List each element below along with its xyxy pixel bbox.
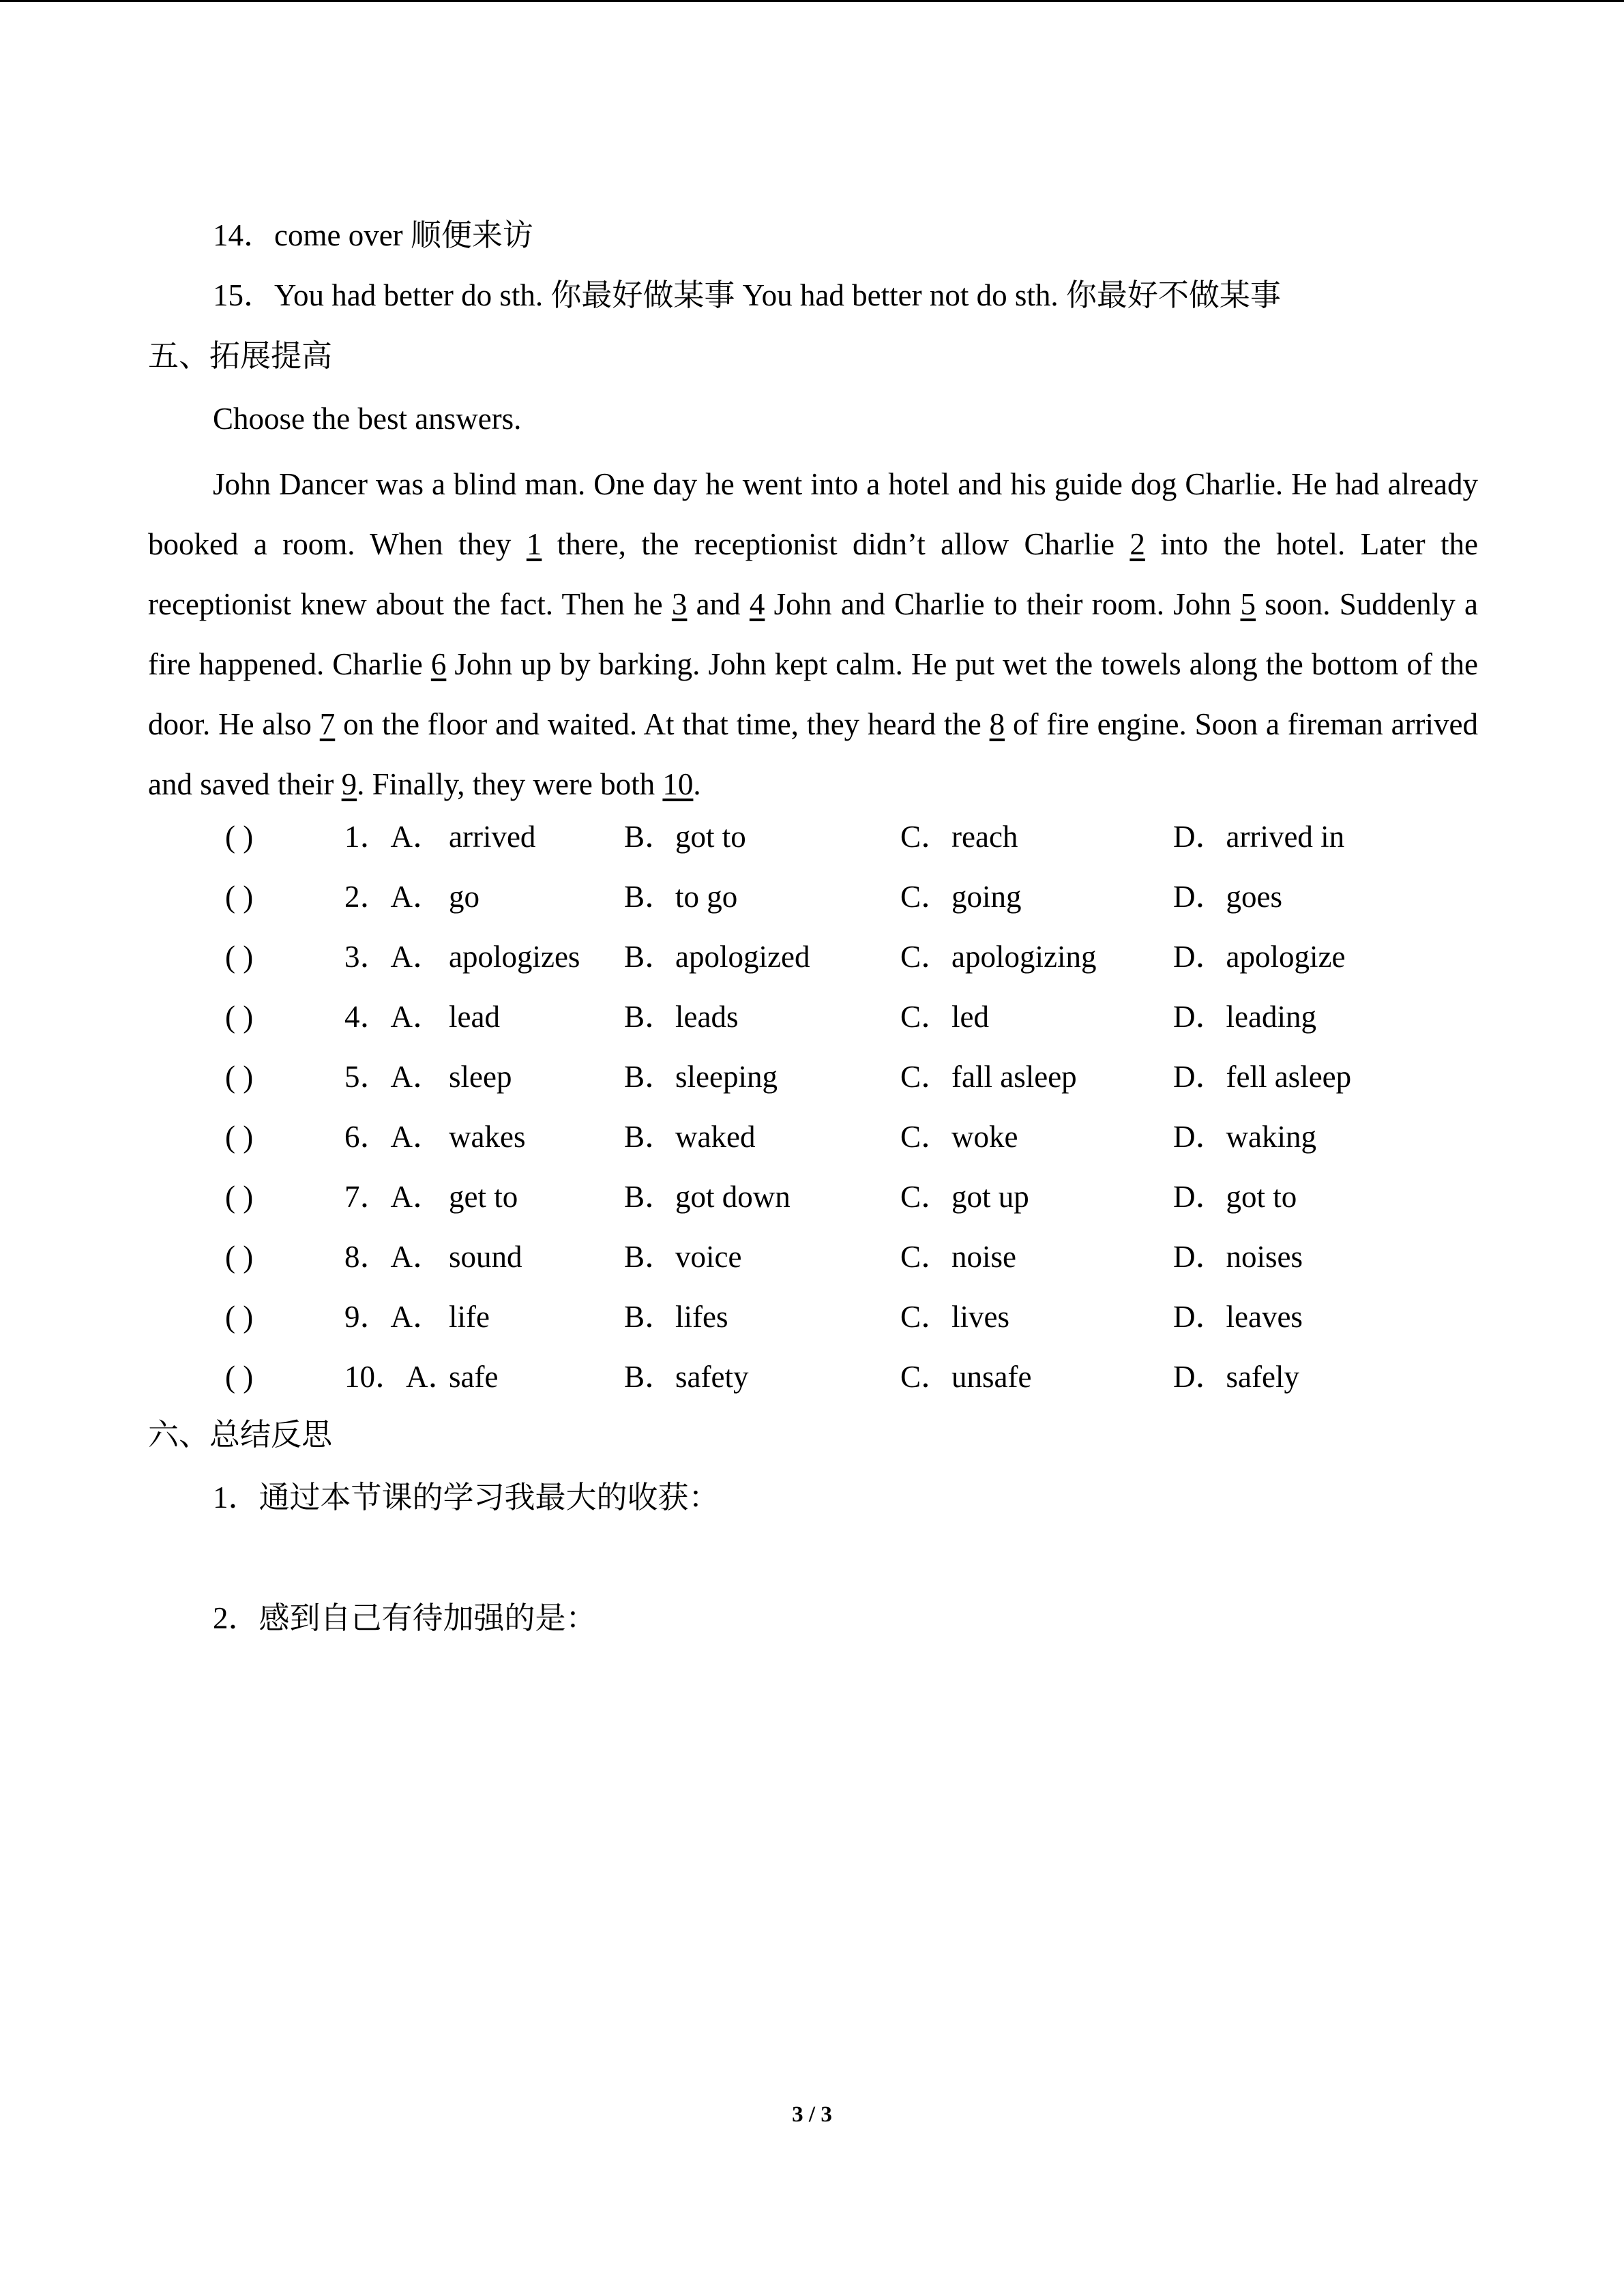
answer-parentheses: ( ): [225, 880, 254, 914]
question-number: 3．A．: [344, 940, 443, 974]
option-d: D．leaves: [1173, 1300, 1303, 1334]
option-b: B．waked: [624, 1120, 756, 1154]
blank-6: 6: [430, 647, 447, 681]
option-a: safe: [449, 1360, 499, 1394]
question-number: 2．A．: [344, 880, 443, 914]
option-c: C．going: [900, 880, 1022, 914]
note-14: 14．come over 顺便来访: [213, 218, 533, 252]
reflection-item-2: 2．感到自己有待加强的是：: [213, 1601, 597, 1635]
option-c: C．led: [900, 1000, 989, 1034]
answer-parentheses: ( ): [225, 1120, 254, 1154]
option-d: D．arrived in: [1173, 820, 1345, 854]
option-d: D．waking: [1173, 1120, 1316, 1154]
option-b: B．apologized: [624, 940, 810, 974]
blank-4: 4: [749, 587, 765, 621]
option-c: C．unsafe: [900, 1360, 1032, 1394]
note-15: 15．You had better do sth. 你最好做某事 You had better not do sth. 你最好不做某事: [213, 278, 1281, 312]
option-b: B．to go: [624, 880, 738, 914]
blank-3: 3: [671, 587, 688, 621]
blank-7: 7: [319, 707, 336, 741]
option-c: C．apologizing: [900, 940, 1097, 974]
blank-1: 1: [526, 527, 542, 561]
question-number: 8．A．: [344, 1240, 443, 1274]
cloze-passage: John Dancer was a blind man. One day he went into a hotel and his guide dog Charlie. He had already booked a room. When they 1 there, the receptionist didn’t allow Charlie 2 into the hotel. Later the receptionist knew about the fact. Then he 3 and 4 John and Charlie to their room. John 5 soon. Suddenly a fire happened. Charlie 6 John up by barking. John kept calm. He put wet the towels along the bottom of the door. He also 7 on the floor and waited. At that time, they heard the 8 of fire engine. Soon a fireman arrived and saved their 9. Finally, they were both 10.: [148, 467, 1478, 801]
blank-9: 9: [341, 767, 357, 801]
page-number: 3 / 3: [792, 2102, 832, 2127]
option-b: B．got to: [624, 820, 746, 854]
top-border: [0, 0, 1624, 2]
question-number: 4．A．: [344, 1000, 443, 1034]
option-a: lead: [449, 1000, 500, 1034]
option-d: D．leading: [1173, 1000, 1316, 1034]
option-b: B．leads: [624, 1000, 739, 1034]
option-d: D．noises: [1173, 1240, 1303, 1274]
option-a: life: [449, 1300, 490, 1334]
question-number: 1．A．: [344, 820, 443, 854]
option-b: B．sleeping: [624, 1060, 778, 1094]
section6-heading: 六、总结反思: [148, 1418, 333, 1452]
option-a: go: [449, 880, 479, 914]
option-c: C．reach: [900, 820, 1018, 854]
section5-instruction: Choose the best answers.: [213, 402, 522, 436]
option-b: B．got down: [624, 1180, 791, 1214]
option-a: apologizes: [449, 940, 580, 974]
question-number: 5．A．: [344, 1060, 443, 1094]
question-number: 10．A．: [344, 1360, 459, 1394]
question-number: 7．A．: [344, 1180, 443, 1214]
question-number: 9．A．: [344, 1300, 443, 1334]
option-c: C．noise: [900, 1240, 1017, 1274]
option-c: C．lives: [900, 1300, 1010, 1334]
answer-parentheses: ( ): [225, 1000, 254, 1034]
blank-8: 8: [989, 707, 1005, 741]
blank-2: 2: [1130, 527, 1145, 561]
option-a: sleep: [449, 1060, 512, 1094]
option-d: D．fell asleep: [1173, 1060, 1352, 1094]
option-b: B．safety: [624, 1360, 749, 1394]
blank-5: 5: [1240, 587, 1256, 621]
section5-heading: 五、拓展提高: [148, 339, 333, 373]
option-c: C．woke: [900, 1120, 1018, 1154]
option-d: D．got to: [1173, 1180, 1297, 1214]
option-d: D．apologize: [1173, 940, 1346, 974]
option-a: arrived: [449, 820, 536, 854]
option-a: wakes: [449, 1120, 526, 1154]
answer-parentheses: ( ): [225, 1240, 254, 1274]
answer-parentheses: ( ): [225, 1360, 254, 1394]
option-a: sound: [449, 1240, 522, 1274]
option-d: D．goes: [1173, 880, 1282, 914]
answer-parentheses: ( ): [225, 1180, 254, 1214]
blank-10: 10: [662, 767, 694, 801]
question-number: 6．A．: [344, 1120, 443, 1154]
answer-parentheses: ( ): [225, 1060, 254, 1094]
option-d: D．safely: [1173, 1360, 1299, 1394]
option-c: C．got up: [900, 1180, 1029, 1214]
reflection-item-1: 1．通过本节课的学习我最大的收获：: [213, 1480, 720, 1515]
option-a: get to: [449, 1180, 518, 1214]
answer-parentheses: ( ): [225, 1300, 254, 1334]
option-b: B．lifes: [624, 1300, 728, 1334]
option-c: C．fall asleep: [900, 1060, 1077, 1094]
answer-parentheses: ( ): [225, 940, 254, 974]
option-b: B．voice: [624, 1240, 742, 1274]
answer-parentheses: ( ): [225, 820, 254, 854]
